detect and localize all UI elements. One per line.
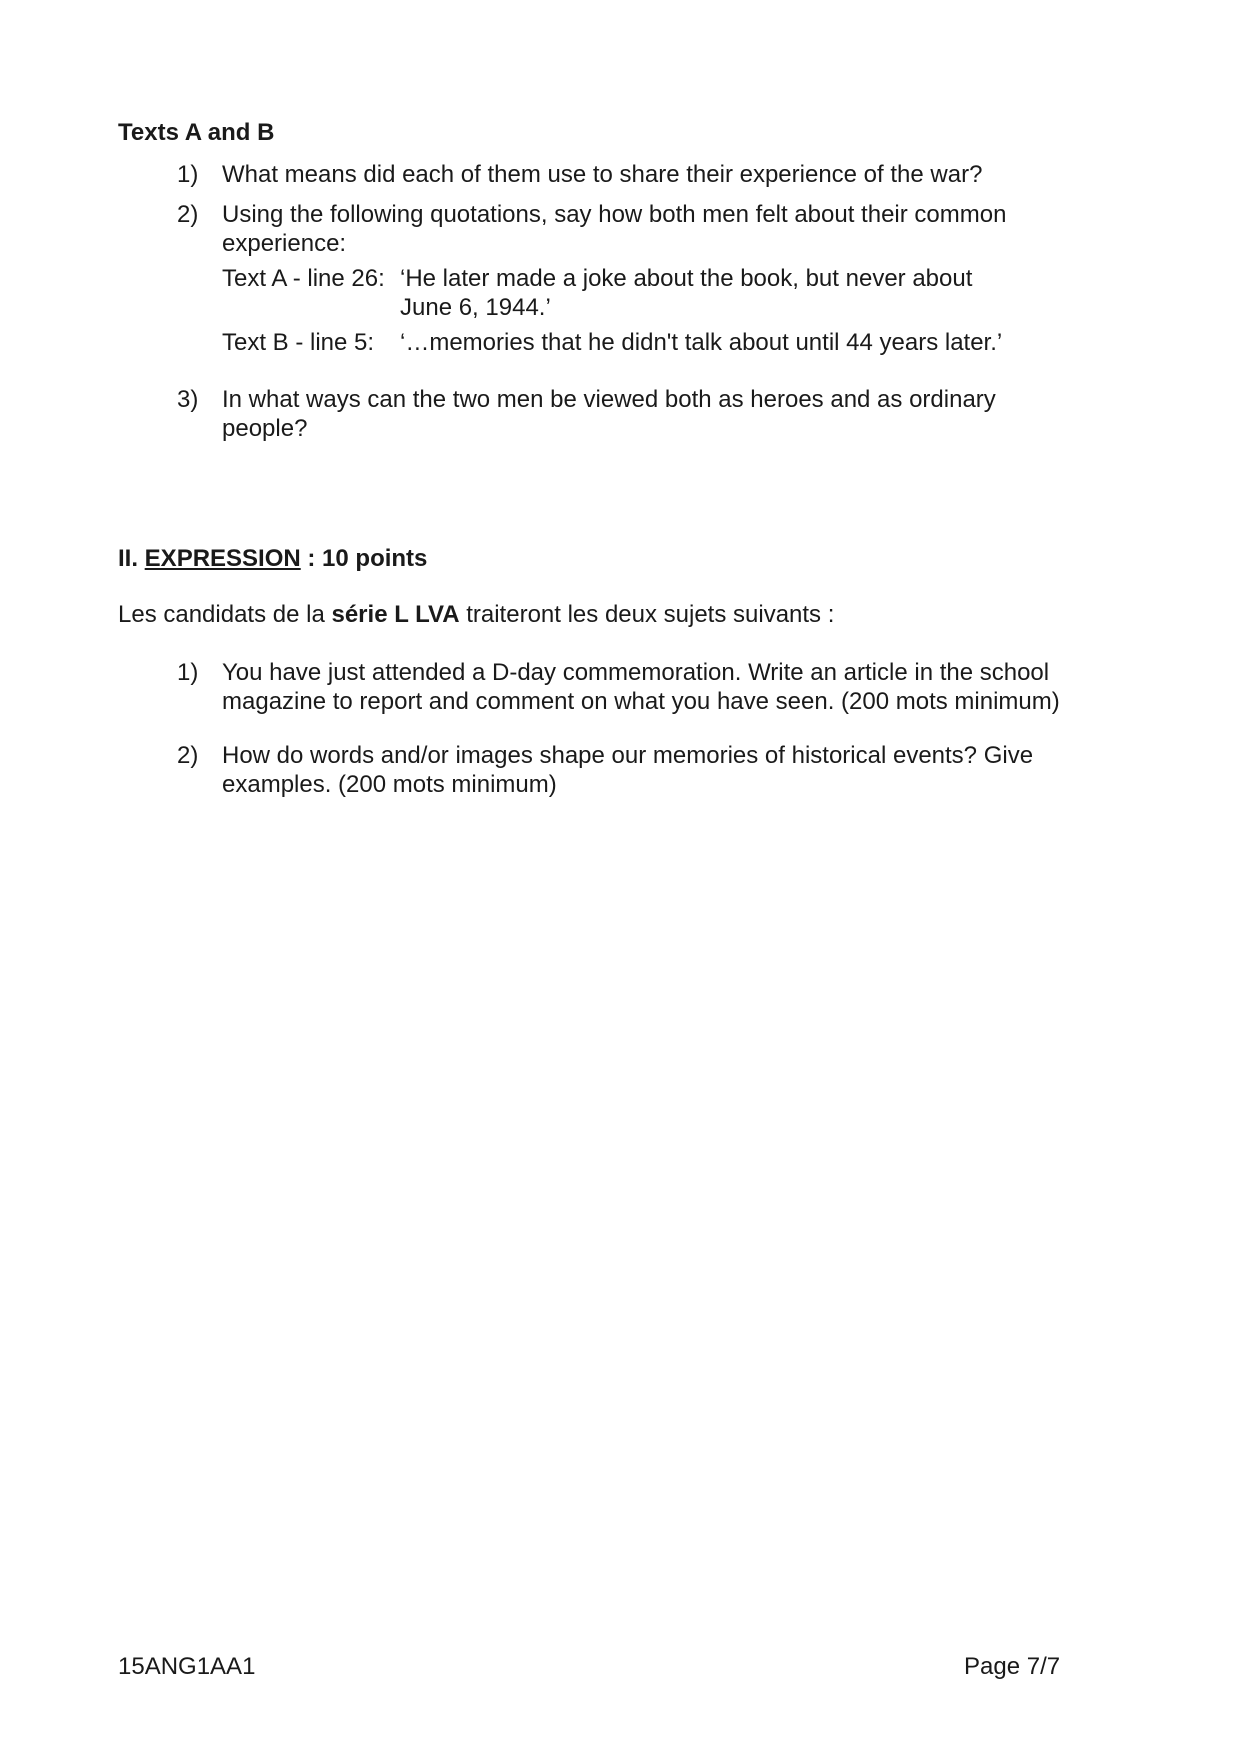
subject-2-number: 2) [177,742,199,769]
quotation-a-label: Text A - line 26: [222,265,385,292]
quotation-a-line1: ‘He later made a joke about the book, but never about [400,265,973,292]
question-2-number: 2) [177,201,199,228]
question-3-text-line2: people? [222,415,308,442]
section-heading-expression [118,544,427,573]
footer-document-code: 15ANG1AA1 [118,1653,256,1680]
subject-2-text-line2: examples. (200 mots minimum) [222,771,557,798]
intro-bold: série L LVA [331,601,460,628]
section-heading-prefix: II. [118,545,145,572]
footer-page-number: Page 7/7 [964,1653,1061,1680]
question-3-number: 3) [177,386,199,413]
quotation-b-line1: ‘…memories that he didn't talk about until 44 years later.’ [400,329,1003,356]
question-2-text-line1: Using the following quotations, say how both men felt about their common [222,201,1007,228]
subject-1-text-line2: magazine to report and comment on what you have seen. (200 mots minimum) [222,688,1060,715]
instructions-intro [118,600,834,629]
intro-after: traiteront les deux sujets suivants : [459,601,835,628]
subject-2-text-line1: How do words and/or images shape our memories of historical events? Give [222,742,1034,769]
section-heading-suffix: : 10 points [300,545,428,572]
subject-1-number: 1) [177,659,199,686]
section-heading-underlined: EXPRESSION [144,545,301,572]
section-title-texts-a-b: Texts A and B [118,119,275,146]
quotation-b-label: Text B - line 5: [222,329,375,356]
intro-before: Les candidats de la [118,601,332,628]
subject-1-text-line1: You have just attended a D-day commemoration. Write an article in the school [222,659,1050,686]
question-1-text: What means did each of them use to share their experience of the war? [222,161,983,188]
quotation-a-line2: June 6, 1944.’ [400,294,551,321]
question-2-text-line2: experience: [222,230,347,257]
question-3-text-line1: In what ways can the two men be viewed both as heroes and as ordinary [222,386,996,413]
question-1-number: 1) [177,161,199,188]
